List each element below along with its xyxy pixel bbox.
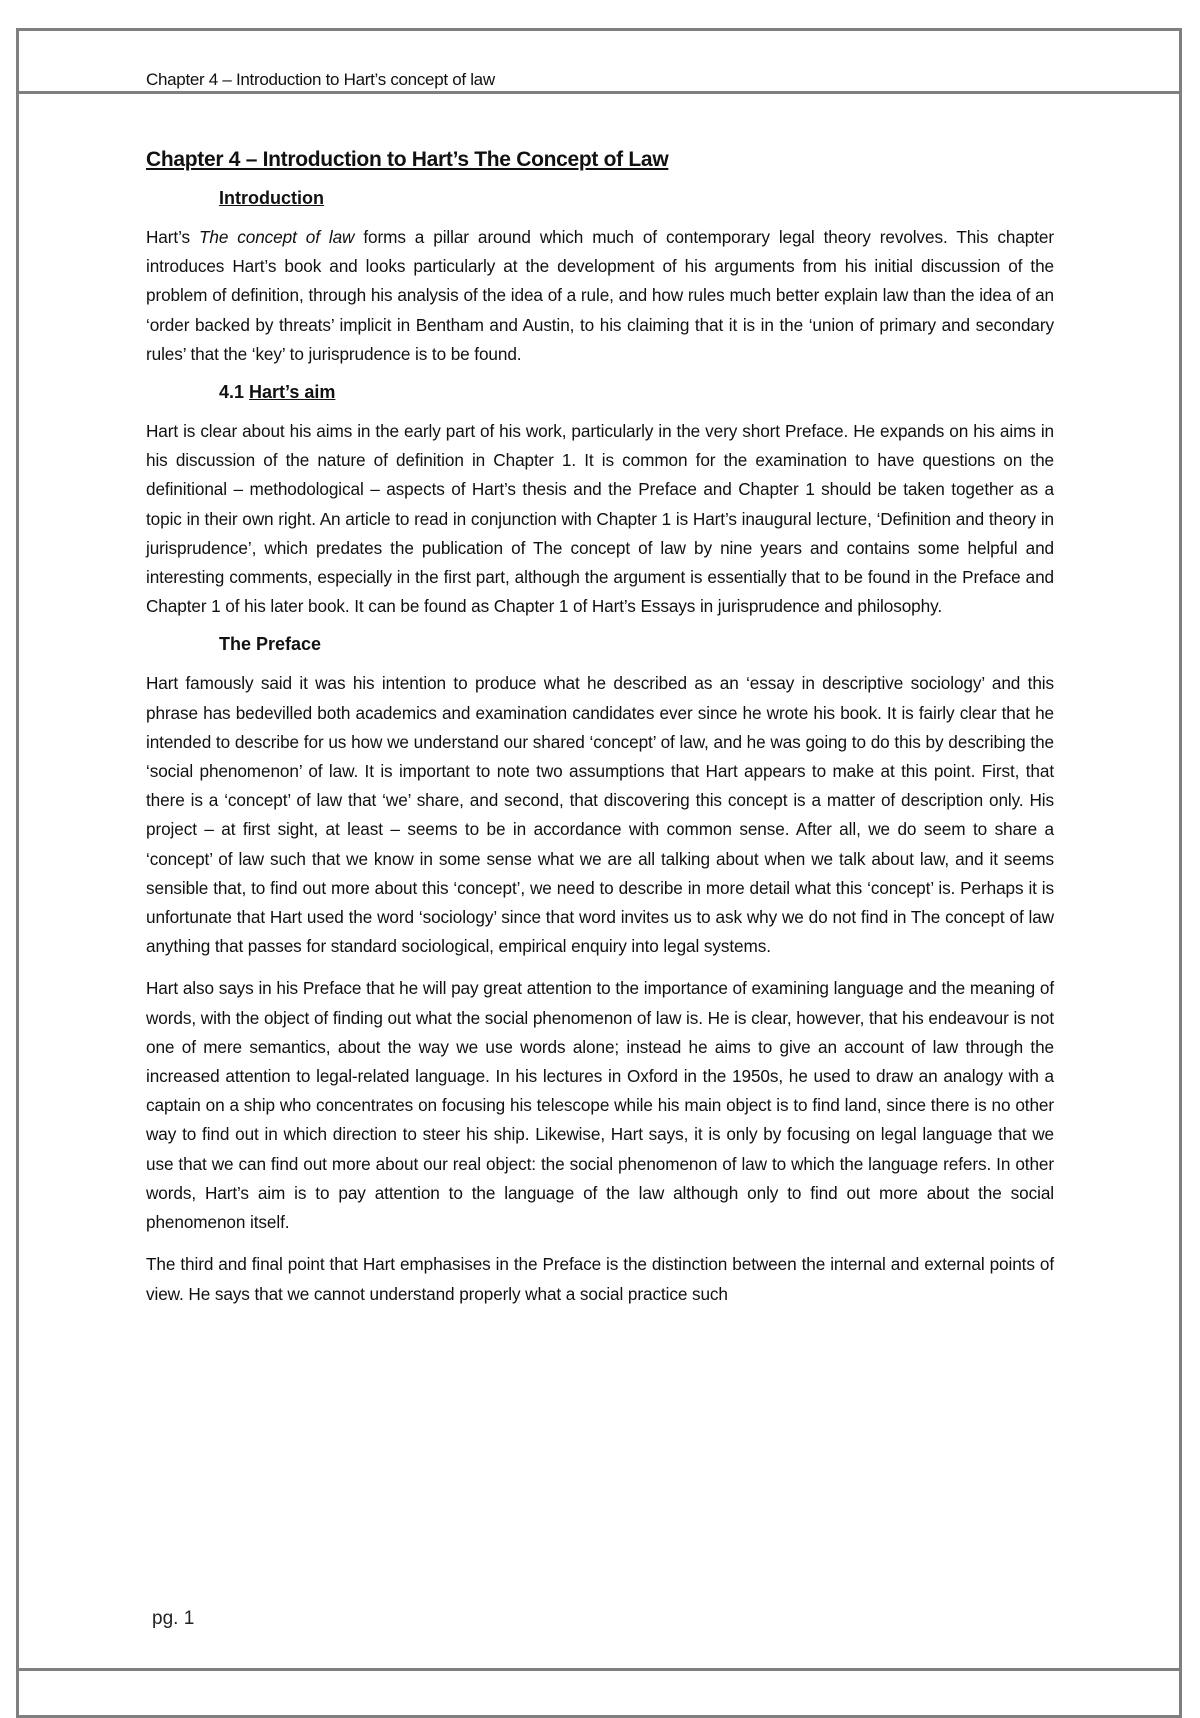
footer-divider [16,1668,1182,1671]
preface-paragraph-3: The third and final point that Hart emphasises in the Preface is the distinction between the internal and external points of view. He says that we cannot understand properly what a social practice such [146,1254,1054,1304]
introduction-paragraph [146,223,1054,369]
running-header: Chapter 4 – Introduction to Hart’s concept of law [146,70,495,89]
book-title-italic: The concept of law [198,227,355,247]
chapter-title: Chapter 4 – Introduction to Hart’s The Concept of Law [146,148,669,171]
section-heading-preface: The Preface [219,634,322,655]
harts-aim-paragraph: Hart is clear about his aims in the early part of his work, particularly in the very short Preface. He expands on his aims in his discussion of the nature of definition in Chapter 1. It is common for the examination to have questions on the definitional – methodological – aspects of Hart’s thesis and the Preface and Chapter 1 should be taken together as a topic in their own right. An article to read in conjunction with Chapter 1 is Hart’s inaugural lecture, ‘Definition and theory in jurisprudence’, which predates the publication of The concept of law by nine years and contains some helpful and interesting comments, especially in the first part, although the argument is essentially that to be found in the Preface and Chapter 1 of his later book. It can be found as Chapter 1 of Hart’s Essays in jurisprudence and philosophy. [146,421,1054,617]
preface-paragraph-2: Hart also says in his Preface that he will pay great attention to the importance of examining language and the meaning of words, with the object of finding out what the social phenomenon of law is. He is clear, however, that his endeavour is not one of mere semantics, about the way we use words alone; instead he aims to give an account of law through the increased attention to legal-related language. In his lectures in Oxford in the 1950s, he used to draw an analogy with a captain on a ship who concentrates on focusing his telescope while his main object is to find land, since there is no other way to find out in which direction to steer his ship. Likewise, Hart says, it is only by focusing on legal language that we use that we can find out more about our real object: the social phenomenon of law to which the language refers. In other words, Hart’s aim is to pay attention to the language of the law although only to find out more about the social phenomenon itself. [146,978,1054,1233]
intro-text-rest: forms a pillar around which much of contemporary legal theory revolves. This chapter introduces Hart’s book and looks particularly at the development of his arguments from his initial discussion of the problem of definition, through his analysis of the idea of a rule, and how rules much better explain law than the idea of an ‘order backed by threats’ implicit in Bentham and Austin, to his claiming that it is in the ‘union of primary and secondary rules’ that the ‘key’ to jurisprudence is to be found. [146,227,1055,364]
preface-paragraph-1: Hart famously said it was his intention to produce what he described as an ‘essay in descriptive sociology’ and this phrase has bedevilled both academics and examination candidates ever since he wrote his book. It is fairly clear that he intended to describe for us how we understand our shared ‘concept’ of law, and he was going to do this by describing the ‘social phenomenon’ of law. It is important to note two assumptions that Hart appears to make at this point. First, that there is a ‘concept’ of law that ‘we’ share, and second, that discovering this concept is a matter of description only. His project – at first sight, at least – seems to be in accordance with common sense. After all, we do seem to share a ‘concept’ of law such that we know in some sense what we are all talking about when we talk about law, and it seems sensible that, to find out more about this ‘concept’, we need to describe in more detail what this ‘concept’ is. Perhaps it is unfortunate that Hart used the word ‘sociology’ since that word invites us to ask why we do not find in The concept of law anything that passes for standard sociological, empirical enquiry into legal systems. [146,673,1054,957]
document-body [146,148,1054,1322]
intro-text-start: Hart’s [146,227,199,247]
section-heading-harts-aim [219,382,1054,403]
page-number: pg. 1 [152,1608,195,1629]
section-number: 4.1 [219,382,250,403]
section-title: Hart’s aim [249,382,336,403]
section-heading-introduction: Introduction [219,188,324,208]
header-divider [16,91,1182,94]
